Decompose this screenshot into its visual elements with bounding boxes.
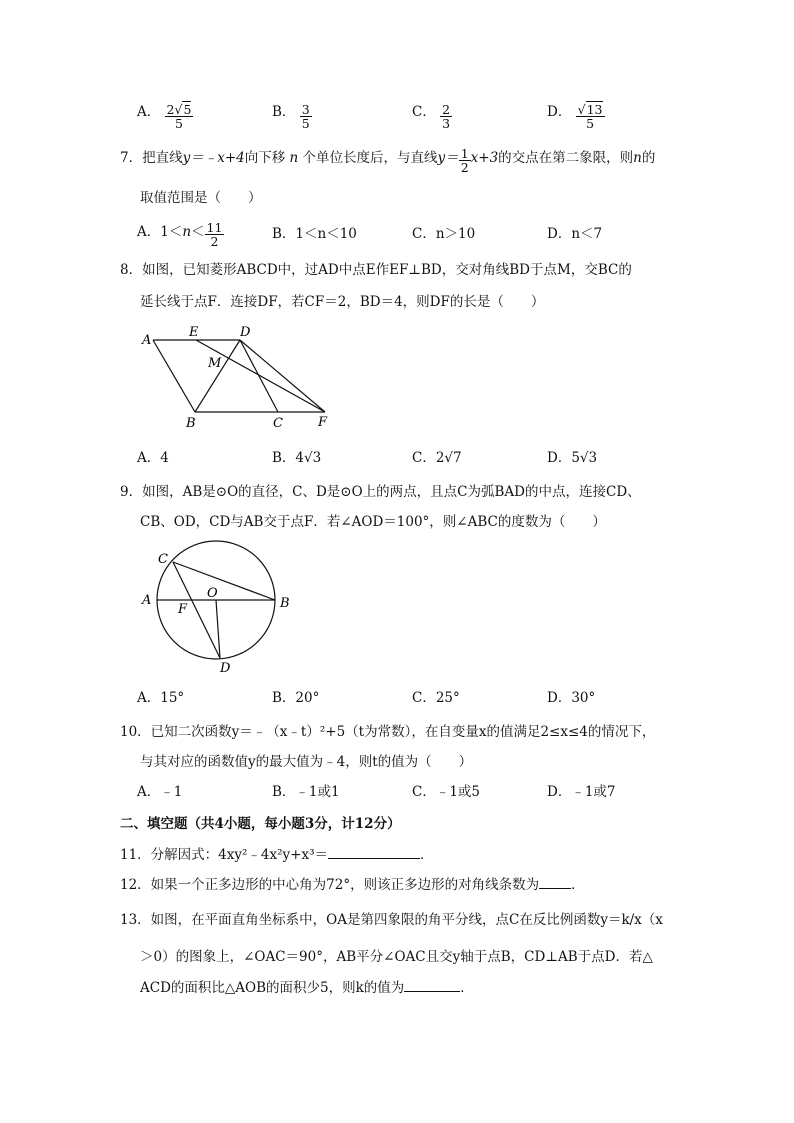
q9-option-b: B．20°: [272, 690, 320, 706]
rhombus-figure: [130, 320, 340, 432]
label-b: B: [280, 596, 290, 611]
circle-figure: [138, 535, 298, 675]
q6-option-d: D． $\frac{√13}{5}$: [547, 101, 603, 131]
label-c: C: [158, 552, 168, 567]
line-df: [240, 340, 325, 412]
answer-blank[interactable]: [328, 858, 420, 859]
q12: 12．如果一个正多边形的中心角为72°，则该正多边形的对角线条数为 ．: [120, 877, 585, 893]
q8-option-c: C．2√7: [412, 450, 462, 466]
label-a: A: [142, 333, 152, 348]
q7-line1: 7．把直线y＝﹣x+4向下移 n 个单位长度后，与直线y＝ $\frac{1}{2}$ x+3的交点在第二象限，则n的: [120, 145, 656, 175]
q9-option-d: D．30°: [547, 690, 596, 706]
q6-option-c: C． $\frac{2}{3}$: [412, 101, 451, 131]
q6-option-a-value: $\frac{2√5}{5}$: [166, 101, 192, 131]
q10-option-c: C．﹣1或5: [412, 784, 481, 800]
diagonal-bd: [195, 340, 240, 412]
edge-ab: [153, 340, 195, 412]
q7-option-b: B．1＜n＜10: [272, 226, 357, 242]
q10-line1: 10．已知二次函数y＝﹣（x﹣t）²+5（t为常数），在自变量x的值满足2≤x≤4的情况下，: [120, 724, 656, 740]
q10-option-d: D．﹣1或7: [547, 784, 616, 800]
q8-option-d: D．5√3: [547, 450, 598, 466]
edge-dc: [240, 340, 278, 412]
label-m: M: [208, 356, 222, 371]
q10-option-b: B．﹣1或1: [272, 784, 340, 800]
q13-line1: 13．如图，在平面直角坐标系中，OA是第四象限的角平分线，点C在反比例函数y＝k/x（x: [120, 912, 663, 928]
q8-option-a: A．4: [137, 450, 169, 466]
q13-line2: ＞0）的图象上，∠OAC＝90°，AB平分∠OAC且交y轴于点B，CD⊥AB于点D．若△: [140, 949, 653, 965]
label-c: C: [273, 416, 283, 431]
q9-line1: 9．如图，AB是⊙O的直径，C、D是⊙O上的两点，且点C为弧BAD的中点，连接CD、: [120, 484, 641, 500]
q7-option-c: C．n＞10: [412, 226, 476, 242]
q6-option-a: A． $\frac{2√5}{5}$: [137, 101, 192, 131]
q9-line2: CB、OD，CD与AB交于点F．若∠AOD＝100°，则∠ABC的度数为（ ）: [140, 514, 606, 530]
q7-option-d: D．n＜7: [547, 226, 603, 242]
label-f: F: [318, 415, 328, 430]
q6-option-b-value: $\frac{3}{5}$: [301, 101, 310, 131]
q6-option-b: B． $\frac{3}{5}$: [272, 101, 310, 131]
label-o: O: [207, 586, 218, 601]
q13-line3: ACD的面积比△AOB的面积少5，则k的值为 ．: [140, 980, 474, 996]
q8-option-b: B．4√3: [272, 450, 322, 466]
label-b: B: [186, 416, 196, 431]
radius-od: [216, 600, 220, 658]
q8-line2: 延长线于点F．连接DF，若CF＝2，BD＝4，则DF的长是（ ）: [140, 294, 545, 310]
q6-option-c-value: $\frac{2}{3}$: [442, 101, 451, 131]
line-ef: [196, 340, 325, 412]
q9-option-a: A．15°: [137, 690, 185, 706]
label-a: A: [142, 593, 152, 608]
q11: 11．分解因式：4xy²﹣4x²y+x³＝ ．: [120, 847, 434, 863]
q8-line1: 8．如图，已知菱形ABCD中，过AD中点E作EF⊥BD，交对角线BD于点M，交BC的: [120, 262, 632, 278]
label-d: D: [220, 661, 231, 675]
label-e: E: [189, 325, 199, 340]
label-f: F: [178, 602, 188, 617]
q9-option-c: C．25°: [412, 690, 460, 706]
answer-blank[interactable]: [539, 888, 571, 889]
q6-option-d-value: $\frac{√13}{5}$: [577, 101, 603, 131]
answer-blank[interactable]: [404, 991, 460, 992]
q10-line2: 与其对应的函数值y的最大值为﹣4，则t的值为（ ）: [140, 754, 473, 770]
q10-option-a: A．﹣1: [137, 784, 183, 800]
section-heading: 二、填空题（共4小题，每小题3分，计12分）: [120, 816, 401, 832]
q7-line2: 取值范围是（ ）: [140, 190, 262, 206]
q7-option-a: A．1＜n＜ $\frac{11}{2}$: [137, 219, 223, 249]
label-d: D: [240, 325, 251, 340]
